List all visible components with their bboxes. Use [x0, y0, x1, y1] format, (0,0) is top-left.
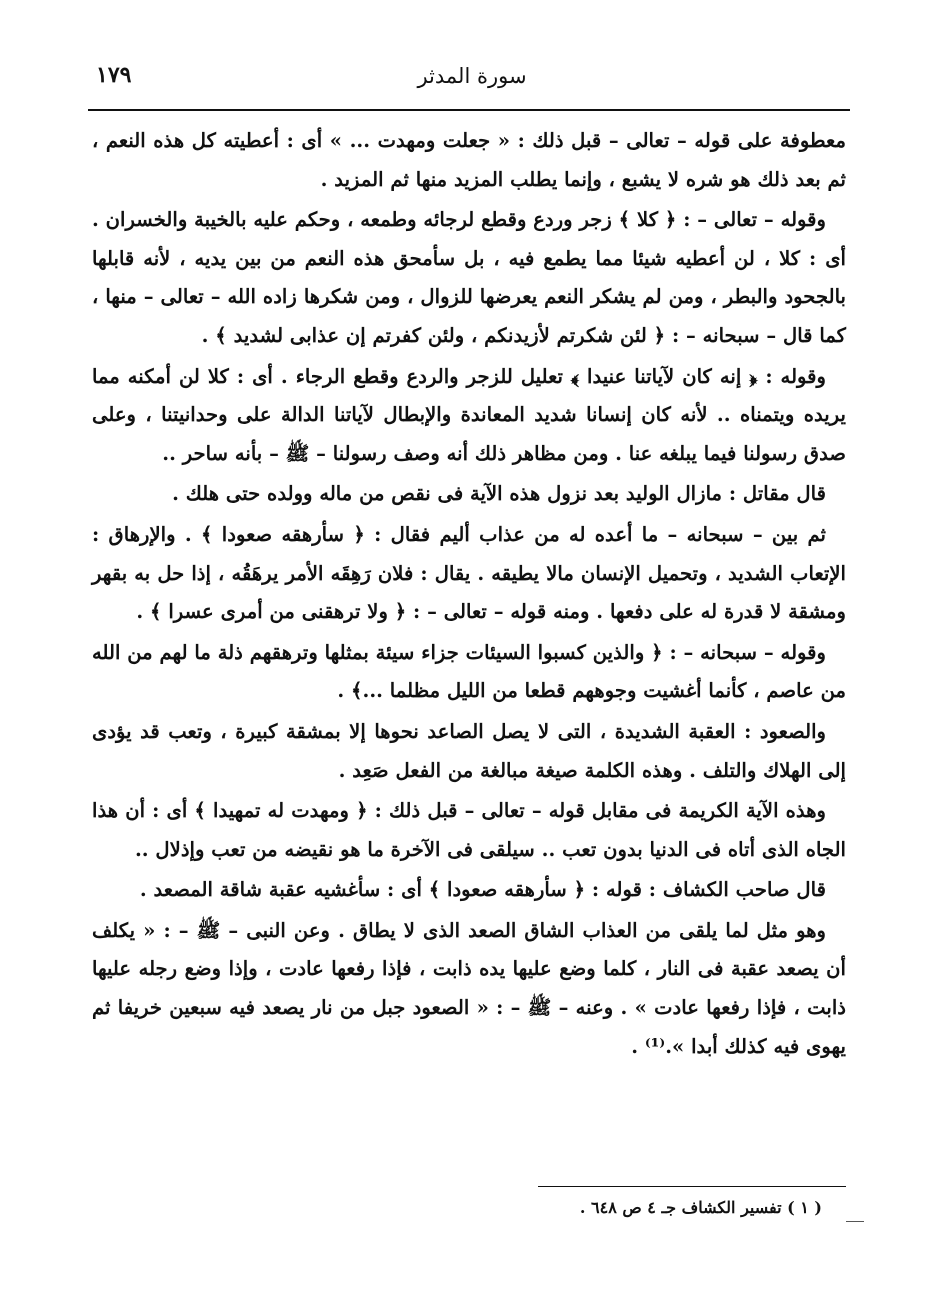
paragraph: وقوله – سبحانه – : ﴿ والذين كسبوا السيئات جزاء سيئة بمثلها وترهقهم ذلة ما لهم من الله من عاصم ، كأنما أغشيت وجوههم قطعا من الليل مظلما ...﴾ .	[92, 640, 846, 703]
paragraph: قال صاحب الكشاف : قوله : ﴿ سأرهقه صعودا ﴾ أى : سأغشيه عقبة شاقة المصعد .	[139, 878, 826, 902]
paragraph: ثم بين – سبحانه – ما أعده له من عذاب أليم فقال : ﴿ سأرهقه صعودا ﴾ . والإرهاق : الإتعاب الشديد ، وتحميل الإنسان مالا يطيقه . يقال : فلان رَهِقَه الأمر يرهَقُه ، إذا حل به بقهر ومشقة لا قدرة له على دفعها . ومنه قوله – تعالى – : ﴿ ولا ترهقنى من أمرى عسرا ﴾ .	[92, 522, 846, 624]
surah-title: سورة المدثر	[417, 64, 527, 88]
header-divider	[88, 109, 850, 111]
margin-mark	[846, 1221, 864, 1222]
paragraph: معطوفة على قوله – تعالى – قبل ذلك : « جعلت ومهدت ... » أى : أعطيته كل هذه النعم ، ثم بعد ذلك هو شره لا يشبع ، وإنما يطلب المزيد منها ثم المزيد .	[92, 129, 846, 191]
footnote: ( ١ ) تفسير الكشاف جـ ٤ ص ٦٤٨ .	[579, 1198, 822, 1217]
paragraph: وهذه الآية الكريمة فى مقابل قوله – تعالى – قبل ذلك : ﴿ ومهدت له تمهيدا ﴾ أى : أن هذا الجاه الذى أتاه فى الدنيا بدون تعب .. سيلقى فى الآخرة ما هو نقيضه من تعب وإذلال ..	[92, 799, 846, 861]
paragraph: وقوله : ﴿ إنه كان لآياتنا عنيدا ﴾ تعليل للزجر والردع وقطع الرجاء . أى : كلا لن أمكنه مما يريده ويتمناه .. لأنه كان إنسانا شديد المعاندة والإبطال لآياتنا الدالة على وحدانيتنا ، وعلى صدق رسولنا فيما يبلغه عنا . ومن مظاهر ذلك أنه وصف رسولنا – ﷺ – بأنه ساحر ..	[92, 364, 846, 465]
paragraph: والصعود : العقبة الشديدة ، التى لا يصل الصاعد نحوها إلا بمشقة كبيرة ، وتعب قد يؤدى إلى الهلاك والتلف . وهذه الكلمة صيغة مبالغة من الفعل صَعِد .	[92, 719, 846, 782]
paragraph: قال مقاتل : مازال الوليد بعد نزول هذه الآية فى نقص من ماله وولده حتى هلك .	[172, 482, 826, 506]
paragraph: وقوله – تعالى – : ﴿ كلا ﴾ زجر وردع وقطع لرجائه وطمعه ، وحكم عليه بالخيبة والخسران . أى : كلا ، لن أعطيه شيئا مما يطمع فيه ، بل سأمحق هذه النعم من بين يديه ، لأنه قابلها بالجحود والبطر ، ومن لم يشكر النعم يعرضها للزوال ، ومن شكرها زاده الله – تعالى – منها ، كما قال – سبحانه – : ﴿ لئن شكرتم لأزيدنكم ، ولئن كفرتم إن عذابى لشديد ﴾ .	[92, 208, 846, 347]
paragraph: وهو مثل لما يلقى من العذاب الشاق الصعد الذى لا يطاق . وعن النبى – ﷺ – : « يكلف أن يصعد عقبة فى النار ، كلما وضع عليها يده ذابت ، فإذا رفعها عادت ، وإذا وضع رجله عليها ذابت ، فإذا رفعها عادت » . وعنه – ﷺ – : « الصعود جبل من نار يصعد فيه سبعين خريفا ثم يهوى فيه كذلك أبدا ».⁽¹⁾ .	[92, 918, 846, 1058]
page-header	[86, 58, 858, 108]
commentary-text	[92, 122, 846, 1068]
footnote-divider	[538, 1186, 846, 1187]
page-number: ١٧٩	[96, 62, 132, 88]
